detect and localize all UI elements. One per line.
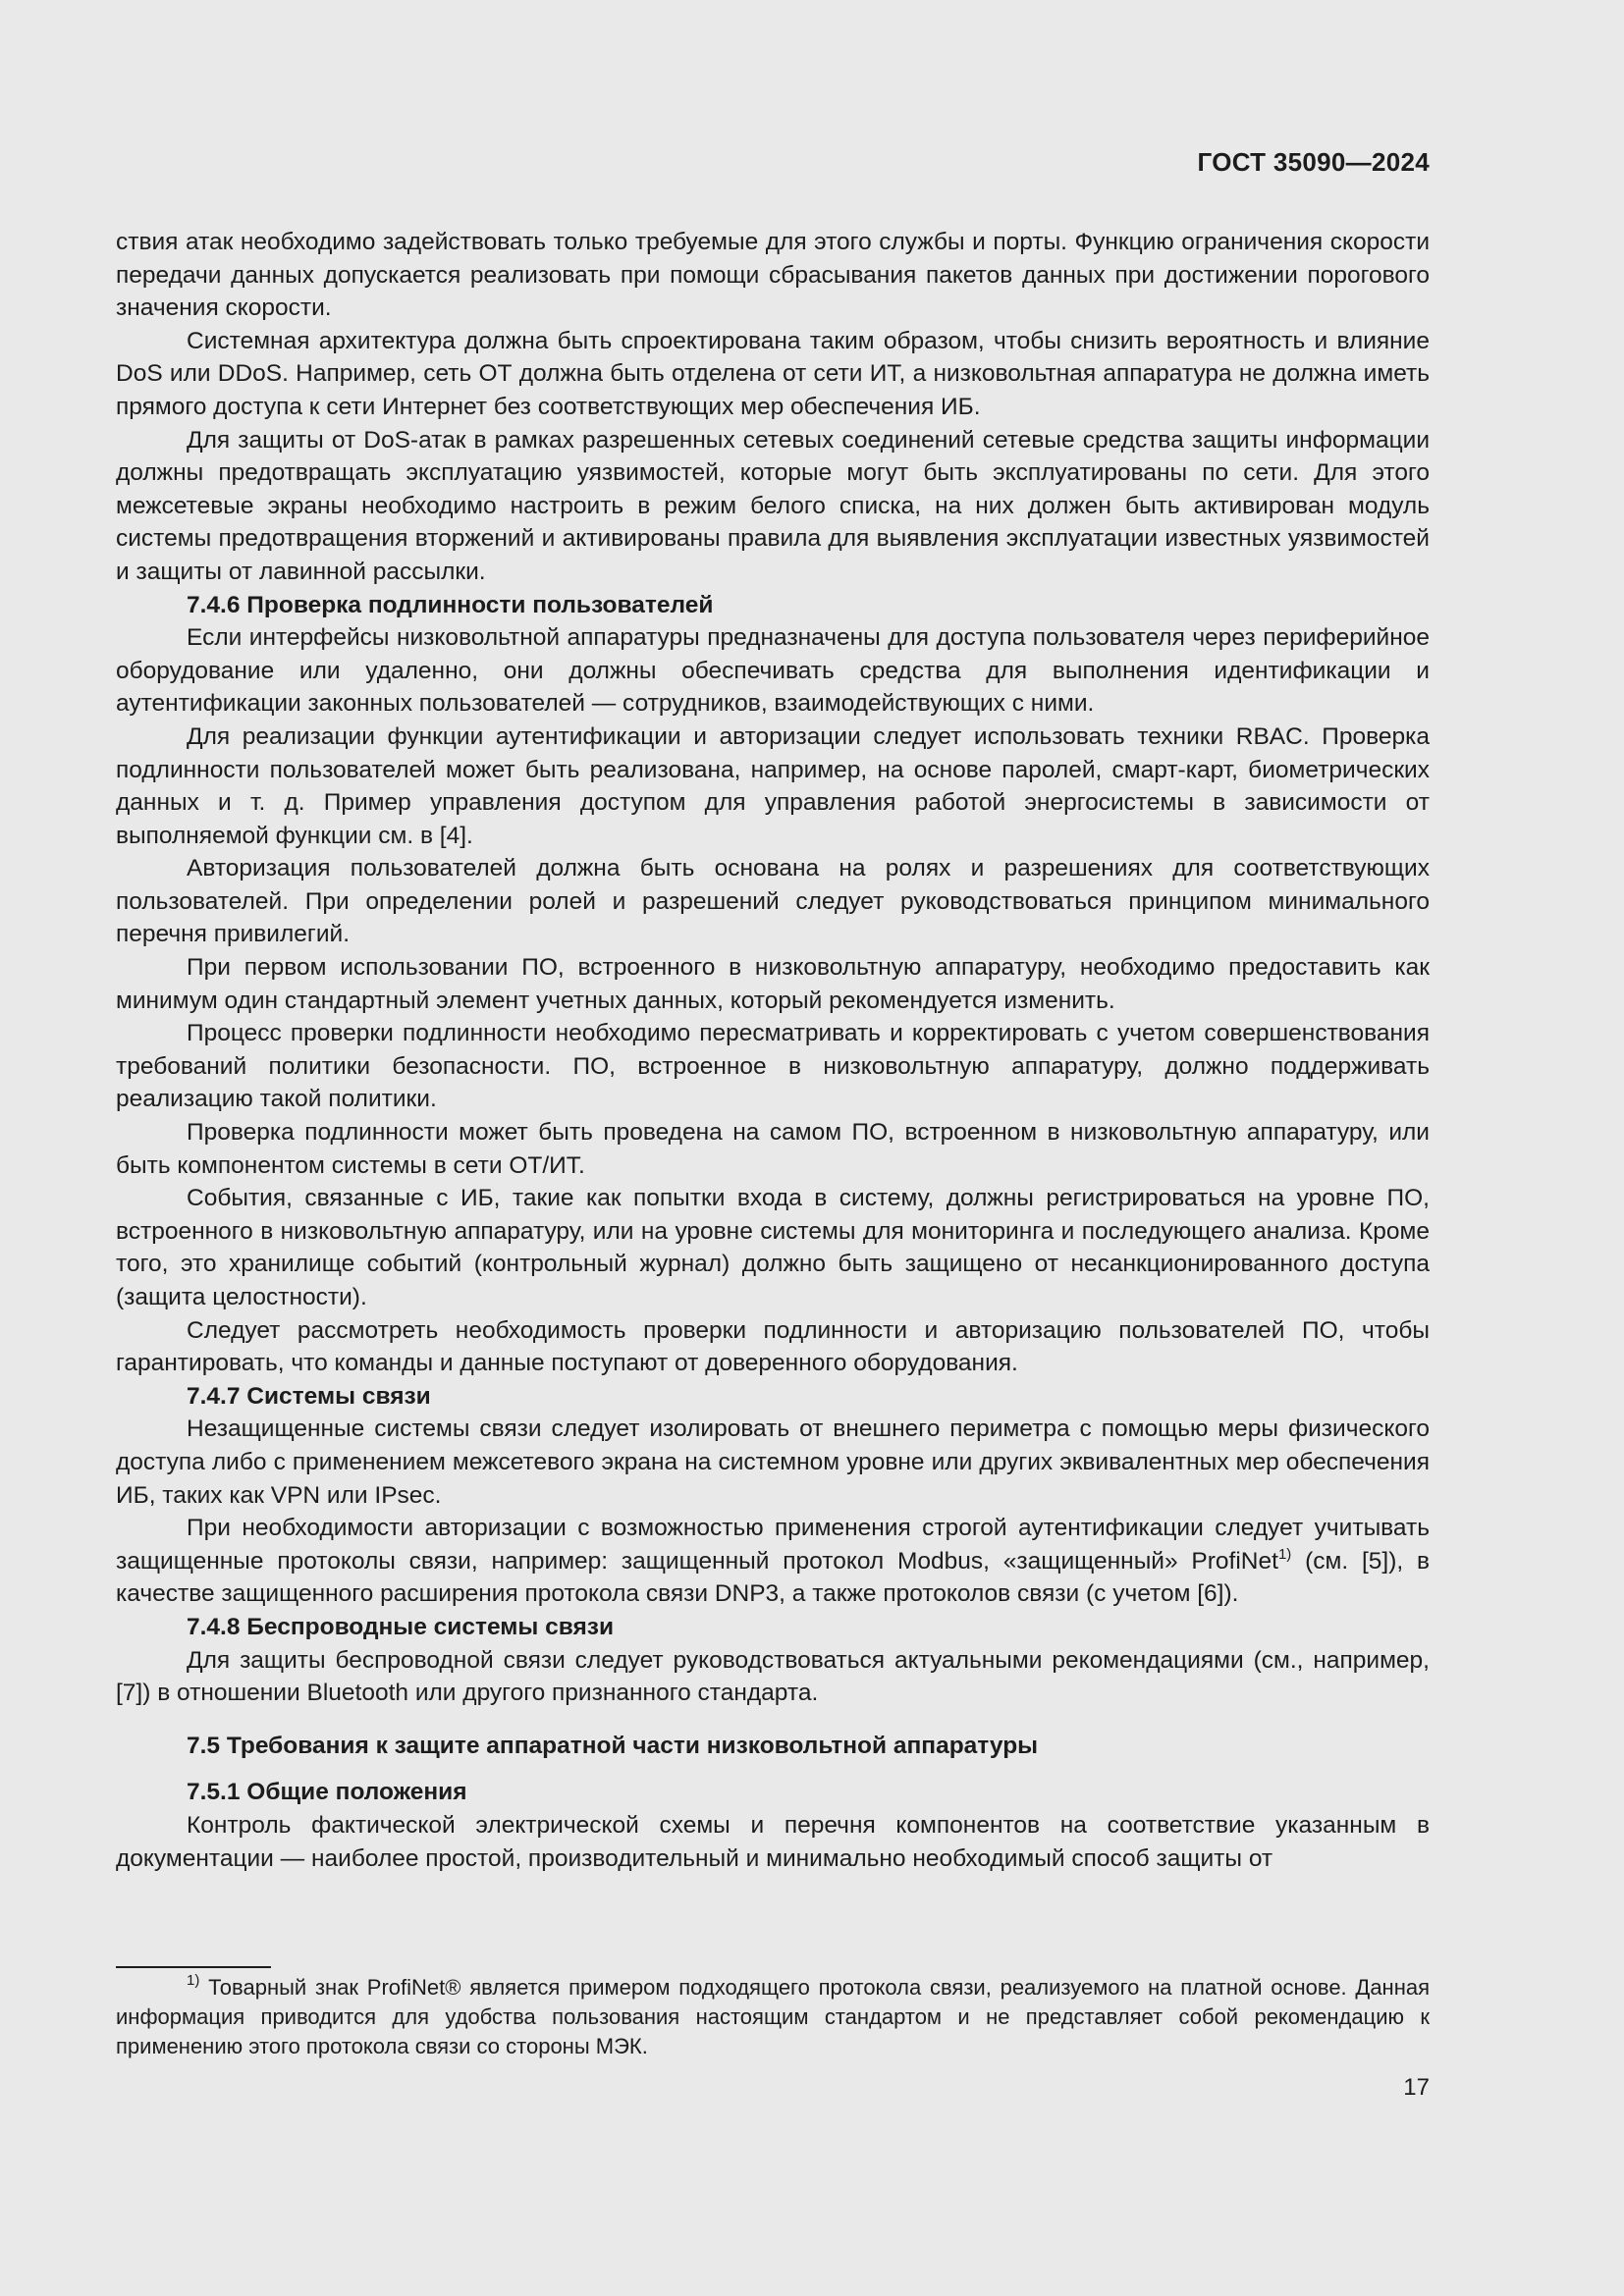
paragraph-text: (см. [5]), в качестве защищенного расширения протокола связи DNP3, а также протоколов связи (с учетом [6]).	[116, 1547, 1430, 1608]
page-number: 17	[1403, 2074, 1430, 2101]
paragraph: Следует рассмотреть необходимость проверки подлинности и авторизацию пользователей ПО, чтобы гарантировать, что команды и данные поступают от доверенного оборудования.	[116, 1316, 1430, 1377]
paragraph: Процесс проверки подлинности необходимо пересматривать и корректировать с учетом совершенствования требований политики безопасности. ПО, встроенное в низковольтную аппаратуру, должно поддерживать реализацию такой политики.	[116, 1020, 1430, 1113]
footnote	[116, 1973, 1430, 2061]
paragraph: События, связанные с ИБ, такие как попытки входа в систему, должны регистрироваться на уровне ПО, встроенного в низковольтную аппаратуру, или на уровне системы для мониторинга и последующего анализа. Кроме того, это хранилище событий (контрольный журнал) должно быть защищено от несанкционированного доступа (защита целостности).	[116, 1185, 1430, 1310]
section-heading-7-4-8: 7.4.8 Беспроводные системы связи	[187, 1613, 615, 1640]
paragraph: Контроль фактической электрической схемы и перечня компонентов на соответствие указанным в документации — наиболее простой, производительный и минимально необходимый способ защиты от	[116, 1811, 1430, 1872]
paragraph: ствия атак необходимо задействовать только требуемые для этого службы и порты. Функцию ограничения скорости передачи данных допускается реализовать при помощи сбрасывания пакетов данных при достижении порогового значения скорости.	[116, 229, 1430, 322]
paragraph-text: При необходимости авторизации с возможностью применения строгой аутентификации следует учитывать защищенные протоколы связи, например: защищенный протокол Modbus, «защищенный» ProfiNet	[116, 1515, 1430, 1575]
paragraph: Проверка подлинности может быть проведена на самом ПО, встроенном в низковольтную аппаратуру, или быть компонентом системы в сети ОТ/ИТ.	[116, 1119, 1430, 1179]
footnote-mark: 1)	[187, 1972, 200, 1989]
section-heading-7-4-7: 7.4.7 Системы связи	[187, 1382, 431, 1410]
paragraph: Если интерфейсы низковольтной аппаратуры предназначены для доступа пользователя через периферийное оборудование или удаленно, они должны обеспечивать средства для выполнения идентификации и аутентификации законных пользователей — сотрудников, взаимодействующих с ними.	[116, 624, 1430, 718]
page-content	[116, 226, 1430, 1875]
paragraph: Для реализации функции аутентификации и авторизации следует использовать техники RBAC. Проверка подлинности пользователей может быть реализована, например, на основе паролей, смарт-карт, биометрических данных и т. д. Пример управления доступом для управления работой энергосистемы в зависимости от выполняемой функции см. в [4].	[116, 722, 1430, 849]
section-heading-7-5-1: 7.5.1 Общие положения	[187, 1779, 467, 1806]
paragraph: При первом использовании ПО, встроенного в низковольтную аппаратуру, необходимо предоставить как минимум один стандартный элемент учетных данных, который рекомендуется изменить.	[116, 954, 1430, 1014]
standard-header: ГОСТ 35090—2024	[1197, 147, 1430, 177]
paragraph: Незащищенные системы связи следует изолировать от внешнего периметра с помощью меры физического доступа либо с применением межсетевого экрана на системном уровне или других эквивалентных мер обеспечения ИБ, таких как VPN или IPsec.	[116, 1415, 1430, 1509]
paragraph: Системная архитектура должна быть спроектирована таким образом, чтобы снизить вероятность и влияние DoS или DDoS. Например, сеть ОТ должна быть отделена от сети ИТ, а низковольтная аппаратура не должна иметь прямого доступа к сети Интернет без соответствующих мер обеспечения ИБ.	[116, 327, 1430, 420]
paragraph: Для защиты от DoS-атак в рамках разрешенных сетевых соединений сетевые средства защиты информации должны предотвращать эксплуатацию уязвимостей, которые могут быть эксплуатированы по сети. Для этого межсетевые экраны необходимо настроить в режим белого списка, на них должен быть активирован модуль системы предотвращения вторжений и активированы правила для выявления эксплуатации известных уязвимостей и защиты от лавинной рассылки.	[116, 426, 1430, 585]
paragraph-with-footnote	[116, 1512, 1430, 1611]
footnote-text: Товарный знак ProfiNet® является примером подходящего протокола связи, реализуемого на платной основе. Данная информация приводится для удобства пользования настоящим стандартом и не представляет собой рекомендацию к применению этого протокола связи со стороны МЭК.	[116, 1975, 1430, 2058]
footnote-divider	[116, 1966, 271, 1968]
paragraph: Для защиты беспроводной связи следует руководствоваться актуальными рекомендациями (см., например, [7]) в отношении Bluetooth или другого признанного стандарта.	[116, 1646, 1430, 1707]
footnote-reference: 1)	[1277, 1545, 1292, 1563]
section-heading-7-4-6: 7.4.6 Проверка подлинности пользователей	[187, 591, 714, 618]
section-heading-7-5: 7.5 Требования к защите аппаратной части низковольтной аппаратуры	[187, 1732, 1039, 1759]
paragraph: Авторизация пользователей должна быть основана на ролях и разрешениях для соответствующих пользователей. При определении ролей и разрешений следует руководствоваться принципом минимального перечня привилегий.	[116, 855, 1430, 948]
